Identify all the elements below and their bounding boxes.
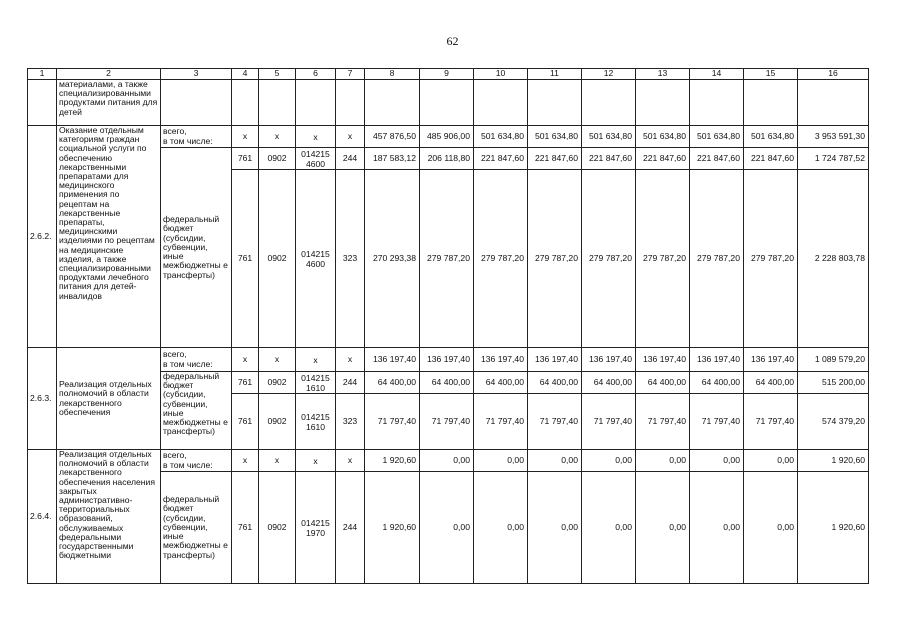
amount-10: 501 634,80 bbox=[474, 126, 528, 148]
amount-9: 0,00 bbox=[420, 472, 474, 584]
continuation-row bbox=[28, 80, 869, 126]
column-header-12: 12 bbox=[582, 69, 636, 80]
amount-10: 279 787,20 bbox=[474, 170, 528, 348]
cont-empty-cell bbox=[365, 80, 420, 126]
column-header-13: 13 bbox=[636, 69, 690, 80]
amount-8: 136 197,40 bbox=[365, 348, 420, 372]
column-header-1: 1 bbox=[28, 69, 57, 80]
s263-row bbox=[28, 348, 869, 372]
section-code-rzpr: 0902 bbox=[259, 394, 296, 450]
amount-13: 64 400,00 bbox=[636, 372, 690, 394]
section-name: Реализация отдельных полномочий в области лекарственного обеспечения населения закрытых административно-территориальных образований, обслуживаемых федеральными государственными бюджетными bbox=[57, 450, 161, 584]
amount-8: 1 920,60 bbox=[365, 472, 420, 584]
amount-13: 136 197,40 bbox=[636, 348, 690, 372]
amount-12: 0,00 bbox=[582, 472, 636, 584]
header-row bbox=[28, 69, 869, 80]
amount-8: 1 920,60 bbox=[365, 450, 420, 472]
amount-14: 0,00 bbox=[690, 450, 744, 472]
s264-row bbox=[28, 450, 869, 472]
amount-9: 64 400,00 bbox=[420, 372, 474, 394]
cont-empty-cell bbox=[296, 80, 336, 126]
column-header-2: 2 bbox=[57, 69, 161, 80]
cont-empty-cell bbox=[636, 80, 690, 126]
amount-14: 279 787,20 bbox=[690, 170, 744, 348]
amount-15: 0,00 bbox=[744, 472, 798, 584]
amount-11: 501 634,80 bbox=[528, 126, 582, 148]
cont-name-cell: материалами, а также специализированными продуктами питания для детей bbox=[57, 80, 161, 126]
target-code: x bbox=[296, 450, 336, 472]
cont-empty-cell bbox=[336, 80, 365, 126]
amount-11: 0,00 bbox=[528, 472, 582, 584]
amount-14: 71 797,40 bbox=[690, 394, 744, 450]
amount-12: 501 634,80 bbox=[582, 126, 636, 148]
budget-table bbox=[27, 68, 869, 584]
section-code: 2.6.3. bbox=[28, 348, 57, 450]
amount-14: 136 197,40 bbox=[690, 348, 744, 372]
amount-15: 136 197,40 bbox=[744, 348, 798, 372]
gr-code: 761 bbox=[232, 372, 259, 394]
column-header-9: 9 bbox=[420, 69, 474, 80]
amount-11: 136 197,40 bbox=[528, 348, 582, 372]
section-code-rzpr: x bbox=[259, 450, 296, 472]
source-cell: всего, в том числе: bbox=[161, 126, 232, 148]
gr-code: x bbox=[232, 126, 259, 148]
amount-8: 270 293,38 bbox=[365, 170, 420, 348]
amount-12: 136 197,40 bbox=[582, 348, 636, 372]
amount-10: 0,00 bbox=[474, 472, 528, 584]
expense-type: 323 bbox=[336, 170, 365, 348]
amount-16: 574 379,20 bbox=[798, 394, 869, 450]
amount-9: 206 118,80 bbox=[420, 148, 474, 170]
amount-12: 64 400,00 bbox=[582, 372, 636, 394]
amount-15: 0,00 bbox=[744, 450, 798, 472]
expense-type: x bbox=[336, 348, 365, 372]
section-code-rzpr: x bbox=[259, 348, 296, 372]
column-header-7: 7 bbox=[336, 69, 365, 80]
source-cell: федеральный бюджет (субсидии, субвенции, иные межбюджетны е трансферты) bbox=[161, 372, 232, 450]
amount-13: 279 787,20 bbox=[636, 170, 690, 348]
section-code-rzpr: 0902 bbox=[259, 148, 296, 170]
amount-10: 71 797,40 bbox=[474, 394, 528, 450]
source-cell: федеральный бюджет (субсидии, субвенции, иные межбюджетны е трансферты) bbox=[161, 148, 232, 348]
amount-16: 1 920,60 bbox=[798, 472, 869, 584]
page-number: 62 bbox=[446, 34, 459, 48]
amount-13: 501 634,80 bbox=[636, 126, 690, 148]
amount-11: 64 400,00 bbox=[528, 372, 582, 394]
amount-16: 515 200,00 bbox=[798, 372, 869, 394]
amount-9: 136 197,40 bbox=[420, 348, 474, 372]
amount-13: 0,00 bbox=[636, 450, 690, 472]
amount-10: 0,00 bbox=[474, 450, 528, 472]
cont-empty-cell bbox=[582, 80, 636, 126]
column-header-15: 15 bbox=[744, 69, 798, 80]
amount-13: 71 797,40 bbox=[636, 394, 690, 450]
gr-code: x bbox=[232, 348, 259, 372]
cont-empty-cell bbox=[474, 80, 528, 126]
gr-code: 761 bbox=[232, 170, 259, 348]
s262-row bbox=[28, 126, 869, 148]
cont-empty-cell bbox=[798, 80, 869, 126]
amount-12: 279 787,20 bbox=[582, 170, 636, 348]
amount-10: 221 847,60 bbox=[474, 148, 528, 170]
amount-14: 221 847,60 bbox=[690, 148, 744, 170]
amount-8: 71 797,40 bbox=[365, 394, 420, 450]
column-header-5: 5 bbox=[259, 69, 296, 80]
amount-15: 64 400,00 bbox=[744, 372, 798, 394]
column-header-14: 14 bbox=[690, 69, 744, 80]
expense-type: 244 bbox=[336, 372, 365, 394]
section-code-rzpr: x bbox=[259, 126, 296, 148]
source-cell: всего, в том числе: bbox=[161, 348, 232, 372]
amount-12: 71 797,40 bbox=[582, 394, 636, 450]
amount-16: 2 228 803,78 bbox=[798, 170, 869, 348]
amount-9: 279 787,20 bbox=[420, 170, 474, 348]
amount-10: 136 197,40 bbox=[474, 348, 528, 372]
section-code: 2.6.4. bbox=[28, 450, 57, 584]
expense-type: x bbox=[336, 126, 365, 148]
section-name: Оказание отдельным категориям граждан социальной услуги по обеспечению лекарственными препаратами для медицинского применения по рецептам на лекарственные препараты, медицинскими изделиями по рецептам на медицинские изделия, а также специализированными продуктами лечебного питания для детей-инвалидов bbox=[57, 126, 161, 348]
gr-code: 761 bbox=[232, 148, 259, 170]
amount-10: 64 400,00 bbox=[474, 372, 528, 394]
column-header-3: 3 bbox=[161, 69, 232, 80]
amount-11: 0,00 bbox=[528, 450, 582, 472]
cont-empty-cell bbox=[232, 80, 259, 126]
expense-type: x bbox=[336, 450, 365, 472]
target-code: 014215 1610 bbox=[296, 394, 336, 450]
amount-14: 501 634,80 bbox=[690, 126, 744, 148]
cont-empty-cell bbox=[690, 80, 744, 126]
amount-8: 187 583,12 bbox=[365, 148, 420, 170]
amount-14: 0,00 bbox=[690, 472, 744, 584]
expense-type: 323 bbox=[336, 394, 365, 450]
expense-type: 244 bbox=[336, 148, 365, 170]
amount-9: 0,00 bbox=[420, 450, 474, 472]
amount-11: 221 847,60 bbox=[528, 148, 582, 170]
amount-8: 457 876,50 bbox=[365, 126, 420, 148]
amount-16: 1 920,60 bbox=[798, 450, 869, 472]
amount-11: 71 797,40 bbox=[528, 394, 582, 450]
cont-empty-cell bbox=[161, 80, 232, 126]
amount-15: 221 847,60 bbox=[744, 148, 798, 170]
amount-9: 71 797,40 bbox=[420, 394, 474, 450]
section-code-rzpr: 0902 bbox=[259, 472, 296, 584]
amount-16: 3 953 591,30 bbox=[798, 126, 869, 148]
source-cell: всего, в том числе: bbox=[161, 450, 232, 472]
section-code-rzpr: 0902 bbox=[259, 170, 296, 348]
column-header-8: 8 bbox=[365, 69, 420, 80]
amount-16: 1 089 579,20 bbox=[798, 348, 869, 372]
section-code-rzpr: 0902 bbox=[259, 372, 296, 394]
column-header-11: 11 bbox=[528, 69, 582, 80]
section-code: 2.6.2. bbox=[28, 126, 57, 348]
cont-empty-cell bbox=[744, 80, 798, 126]
cont-code-cell bbox=[28, 80, 57, 126]
column-header-10: 10 bbox=[474, 69, 528, 80]
target-code: 014215 4600 bbox=[296, 170, 336, 348]
amount-14: 64 400,00 bbox=[690, 372, 744, 394]
amount-9: 485 906,00 bbox=[420, 126, 474, 148]
column-header-4: 4 bbox=[232, 69, 259, 80]
amount-15: 279 787,20 bbox=[744, 170, 798, 348]
target-code: x bbox=[296, 126, 336, 148]
amount-13: 0,00 bbox=[636, 472, 690, 584]
gr-code: 761 bbox=[232, 472, 259, 584]
column-header-6: 6 bbox=[296, 69, 336, 80]
amount-12: 221 847,60 bbox=[582, 148, 636, 170]
cont-empty-cell bbox=[528, 80, 582, 126]
section-name: Реализация отдельных полномочий в области лекарственного обеспечения bbox=[57, 348, 161, 450]
target-code: 014215 1970 bbox=[296, 472, 336, 584]
target-code: 014215 1610 bbox=[296, 372, 336, 394]
amount-11: 279 787,20 bbox=[528, 170, 582, 348]
target-code: x bbox=[296, 348, 336, 372]
expense-type: 244 bbox=[336, 472, 365, 584]
amount-16: 1 724 787,52 bbox=[798, 148, 869, 170]
source-cell: федеральный бюджет (субсидии, субвенции, иные межбюджетны е трансферты) bbox=[161, 472, 232, 584]
amount-8: 64 400,00 bbox=[365, 372, 420, 394]
gr-code: x bbox=[232, 450, 259, 472]
cont-empty-cell bbox=[259, 80, 296, 126]
amount-12: 0,00 bbox=[582, 450, 636, 472]
column-header-16: 16 bbox=[798, 69, 869, 80]
amount-15: 501 634,80 bbox=[744, 126, 798, 148]
cont-empty-cell bbox=[420, 80, 474, 126]
amount-15: 71 797,40 bbox=[744, 394, 798, 450]
amount-13: 221 847,60 bbox=[636, 148, 690, 170]
gr-code: 761 bbox=[232, 394, 259, 450]
target-code: 014215 4600 bbox=[296, 148, 336, 170]
